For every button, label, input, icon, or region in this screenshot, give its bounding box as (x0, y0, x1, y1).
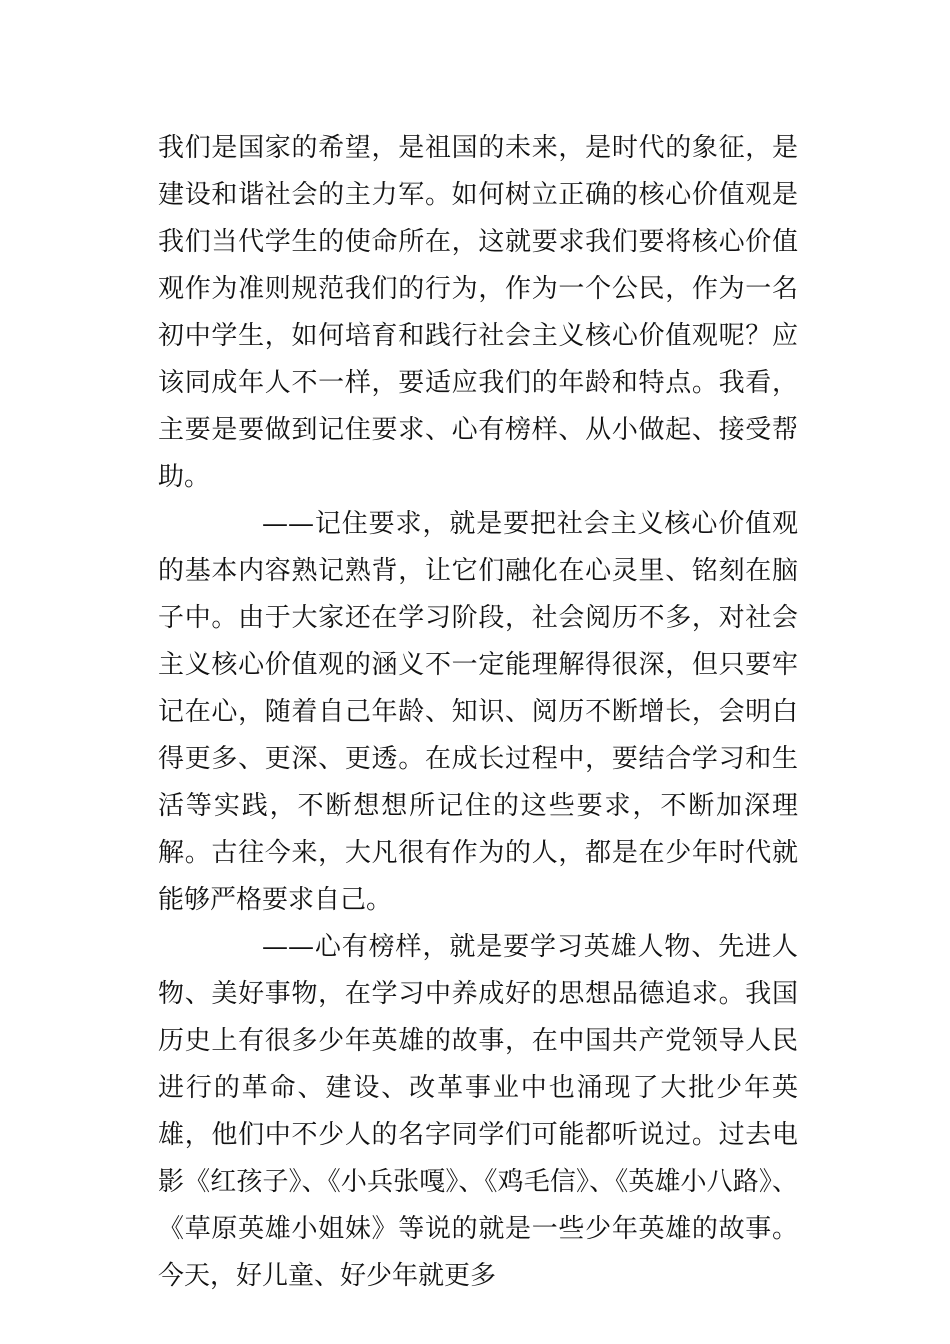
document-body (158, 125, 798, 1300)
paragraph-role-models: ——心有榜样，就是要学习英雄人物、先进人物、美好事物，在学习中养成好的思想品德追求。我国历史上有很多少年英雄的故事，在中国共产党领导人民进行的革命、建设、改革事业中也涌现了大批少年英雄，他们中不少人的名字同学们可能都听说过。过去电影《红孩子》、《小兵张嘎》、《鸡毛信》、《英雄小八路》、《草原英雄小姐妹》等说的就是一些少年英雄的故事。今天，好儿童、好少年就更多 (158, 932, 798, 1291)
paragraph-intro: 我们是国家的希望，是祖国的未来，是时代的象征，是建设和谐社会的主力军。如何树立正确的核心价值观是我们当代学生的使命所在，这就要求我们要将核心价值观作为准则规范我们的行为，作为一个公民，作为一名初中学生，如何培育和践行社会主义核心价值观呢？应该同成年人不一样，要适应我们的年龄和特点。我看，主要是要做到记住要求、心有榜样、从小做起、接受帮助。 (158, 133, 798, 492)
paragraph-remember-requirements: ——记住要求，就是要把社会主义核心价值观的基本内容熟记熟背，让它们融化在心灵里、铭刻在脑子中。由于大家还在学习阶段，社会阅历不多，对社会主义核心价值观的涵义不一定能理解得很深，但只要牢记在心，随着自己年龄、知识、阅历不断增长，会明白得更多、更深、更透。在成长过程中，要结合学习和生活等实践，不断想想所记住的这些要求，不断加深理解。古往今来，大凡很有作为的人，都是在少年时代就能够严格要求自己。 (158, 509, 798, 915)
